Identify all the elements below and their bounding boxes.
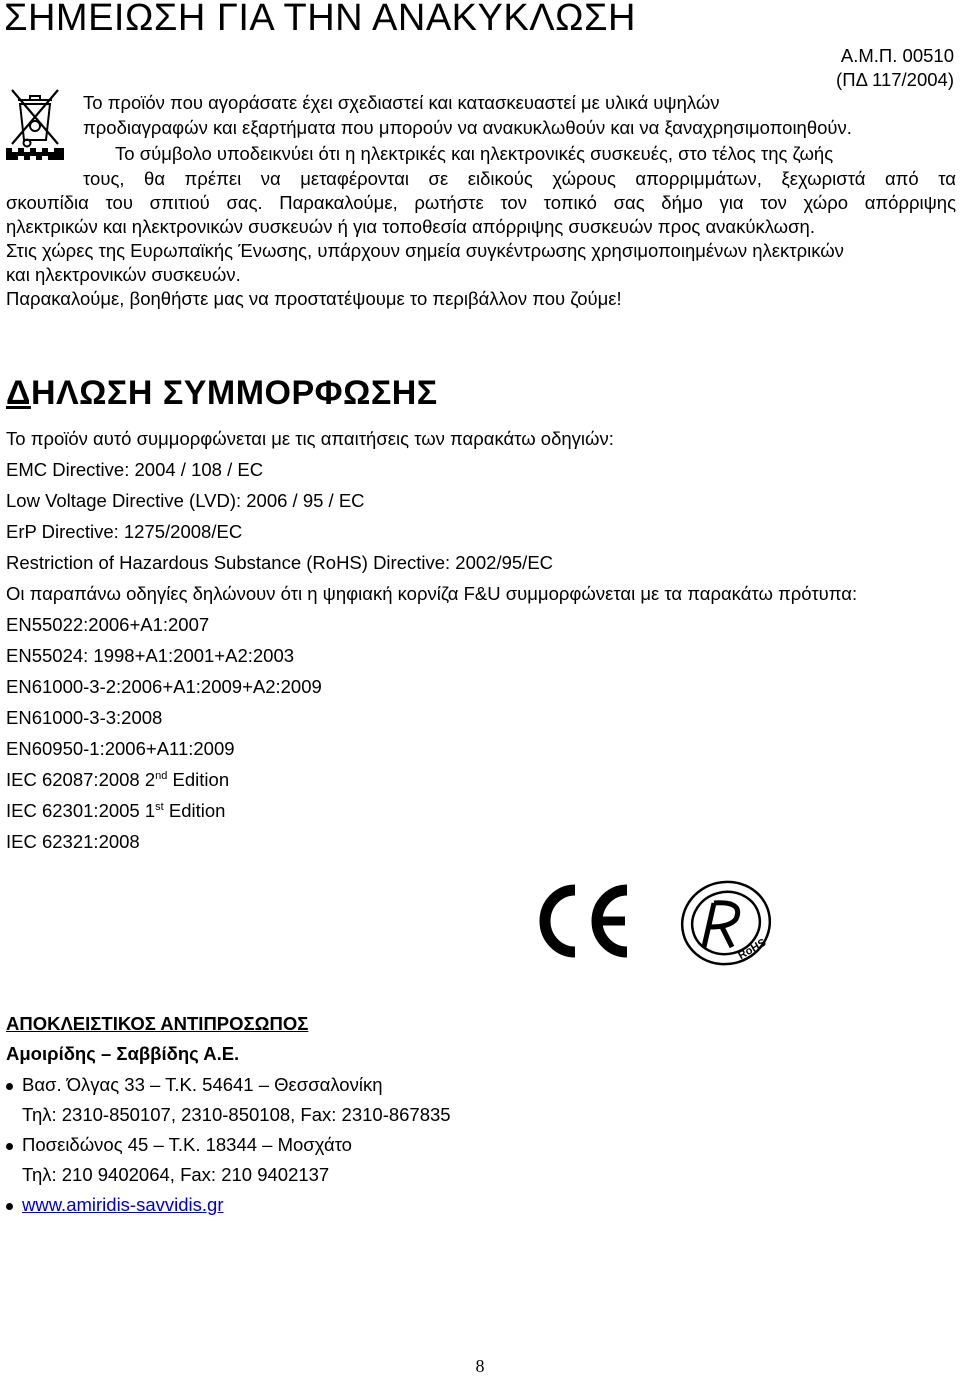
- standard-item: EN61000-3-2:2006+A1:2009+A2:2009: [6, 676, 322, 697]
- recycling-paragraph-2-line-2: τους, θα πρέπει να μεταφέρονται σε ειδικούς χώρους απορριμμάτων, ξεχωριστά από τα: [83, 168, 956, 189]
- directive-item: Low Voltage Directive (LVD): 2006 / 95 / EC: [6, 490, 365, 511]
- recycling-paragraph-2-line-1: Το σύμβολο υποδεικνύει ότι η ηλεκτρικές και ηλεκτρονικές συσκευές, στο τέλος της ζωής: [115, 143, 834, 164]
- recycling-paragraph-3-line-2: και ηλεκτρονικών συσκευών.: [6, 264, 241, 285]
- standard-item-iec-62321: IEC 62321:2008: [6, 831, 140, 852]
- declaration-title: [6, 373, 438, 413]
- declaration-title-initial: Δ: [6, 374, 31, 412]
- standard-item-iec-62301: [6, 795, 857, 826]
- recycling-paragraph-2-line-3: σκουπίδια του σπιτιού σας. Παρακαλούμε, ρωτήστε τον τοπικό σας δήμο για τον χώρο απόρριψης: [6, 192, 956, 213]
- contact-website: [6, 1190, 451, 1220]
- contact-moschato: [6, 1130, 451, 1160]
- contact-thessaloniki: [6, 1070, 451, 1100]
- standard-item: EN60950-1:2006+A11:2009: [6, 738, 235, 759]
- standard-item: EN55024: 1998+A1:2001+A2:2003: [6, 645, 295, 666]
- directive-item: EMC Directive: 2004 / 108 / EC: [6, 459, 264, 480]
- phone-moschato: Τηλ: 210 9402064, Fax: 210 9402137: [22, 1164, 330, 1185]
- standard-item: EN61000-3-3:2008: [6, 707, 163, 728]
- registration-number: Α.Μ.Π. 00510: [840, 45, 954, 66]
- recycling-paragraph-2-line-4: ηλεκτρικών και ηλεκτρονικών συσκευών ή για τοποθεσία απόρριψης συσκευών προς ανακύκλωση.: [6, 216, 815, 237]
- declaration-intro: Το προϊόν αυτό συμμορφώνεται με τις απαιτήσεις των παρακάτω οδηγιών:: [6, 428, 614, 449]
- declaration-title-rest: ΗΛΩΣΗ ΣΥΜΜΟΡΦΩΣΗΣ: [30, 374, 438, 412]
- recycling-paragraph-1-line-2: προδιαγραφών και εξαρτήματα που μπορούν να ανακυκλωθούν και να ξαναχρησιμοποιηθούν.: [83, 117, 852, 138]
- standard-item-iec-62087: [6, 764, 857, 795]
- directive-item: Restriction of Hazardous Substance (RoHS) Directive: 2002/95/EC: [6, 552, 554, 573]
- bullet-icon: [6, 1143, 13, 1150]
- address-moschato: Ποσειδώνος 45 – Τ.Κ. 18344 – Μοσχάτο: [22, 1134, 352, 1155]
- bullet-icon: [6, 1203, 13, 1210]
- website-link[interactable]: www.amiridis-savvidis.gr: [22, 1194, 224, 1215]
- standard-item: EN55022:2006+A1:2007: [6, 614, 210, 635]
- registration-reference: [836, 44, 954, 92]
- iec-62301-main: IEC 62301:2005 1: [6, 800, 156, 821]
- standards-intro: Οι παραπάνω οδηγίες δηλώνουν ότι η ψηφιακή κορνίζα F&U συμμορφώνεται με τα παρακάτω πρότυπα:: [6, 583, 858, 604]
- phone-thessaloniki: Τηλ: 2310-850107, 2310-850108, Fax: 2310-867835: [22, 1104, 451, 1125]
- directive-item: ErP Directive: 1275/2008/EC: [6, 521, 243, 542]
- declaration-list: [6, 423, 857, 857]
- recycling-paragraph-1-line-1: Το προϊόν που αγοράσατε έχει σχεδιαστεί και κατασκευαστεί με υλικά υψηλών: [83, 92, 720, 113]
- iec-62301-sup: st: [155, 800, 164, 813]
- recycling-paragraph-3-line-1: Στις χώρες της Ευρωπαϊκής Ένωσης, υπάρχουν σημεία συγκέντρωσης χρησιμοποιημένων ηλεκτρικών: [6, 240, 844, 261]
- iec-62087-sup: nd: [155, 769, 168, 782]
- recycling-title: ΣΗΜΕΙΩΣΗ ΓΙΑ ΤΗΝ ΑΝΑΚΥΚΛΩΣΗ: [4, 0, 636, 39]
- representative-title: ΑΠΟΚΛΕΙΣΤΙΚΟΣ ΑΝΤΙΠΡΟΣΩΠΟΣ: [6, 1013, 309, 1034]
- page-number: 8: [475, 1356, 485, 1376]
- address-thessaloniki: Βασ. Όλγας 33 – Τ.Κ. 54641 – Θεσσαλονίκη: [22, 1074, 383, 1095]
- crossed-out-wheelie-bin-icon: [4, 82, 66, 162]
- contact-list: [6, 1070, 451, 1220]
- company-name: Αμοιρίδης – Σαββίδης Α.Ε.: [6, 1043, 240, 1064]
- rohs-mark-icon: [674, 875, 778, 971]
- ce-mark-icon: [535, 882, 635, 960]
- decree-reference: (ΠΔ 117/2004): [836, 69, 954, 90]
- iec-62087-main: IEC 62087:2008 2: [6, 769, 156, 790]
- iec-62087-tail: Edition: [167, 769, 230, 790]
- recycling-paragraph-4: Παρακαλούμε, βοηθήστε μας να προστατέψουμε το περιβάλλον που ζούμε!: [6, 288, 622, 309]
- bullet-icon: [6, 1083, 13, 1090]
- rohs-logo-text: RoHS: [736, 936, 769, 963]
- iec-62301-tail: Edition: [163, 800, 226, 821]
